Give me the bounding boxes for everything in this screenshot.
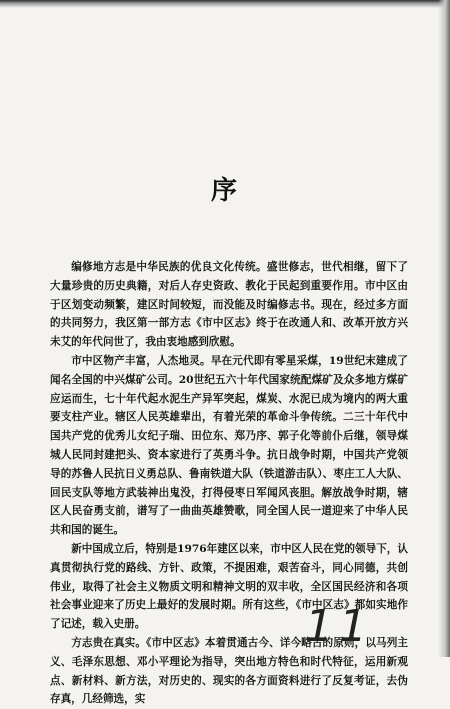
scan-shadow-right: [438, 0, 450, 657]
page-title: 序: [210, 176, 239, 206]
paragraph-3: 新中国成立后，特别是1976年建区以来，市中区人民在党的领导下，认真贯彻执行党的路线、方针、政策，不提困难，艰苦奋斗，同心同德，共创伟业，取得了社会主义物质文明和精神文明的双丰收，全区国民经济和各项社会事业迎来了历史上最好的发展时期。所有这些，《市中区志》都如实地作了记述，载入史册。: [50, 542, 408, 631]
scan-shadow-top: [0, 0, 450, 8]
handwritten-page-number: 11: [305, 601, 373, 652]
paragraph-4: 方志贵在真实。《市中区志》本着贯通古今、详今略古的原则，以马列主义、毛泽东思想、邓小平理论为指导，突出地方特色和时代特征，运用新观点、新材料、新方法，对历史的、现实的各方面资料进行了反复考证，去伪存真，几经筛选，实: [50, 636, 408, 706]
paragraph-1: 编修地方志是中华民族的优良文化传统。盛世修志，世代相继，留下了大量珍贵的历史典籍，对后人存史资政、教化于民起到重要作用。市中区由于区划变动频繁，建区时间较短，而没能及时编修志书。现在，经过多方面的共同努力，我区第一部方志《市中区志》终于在改通人和、改革开放方兴未艾的年代问世了，我由衷地感到欣慰。: [50, 261, 408, 349]
paragraph-2: 市中区物产丰富，人杰地灵。早在元代即有零星采煤，19世纪末建成了闻名全国的中兴煤矿公司。20世纪五六十年代国家统配煤矿及众多地方煤矿应运而生，七十年代起水泥生产异军突起，煤炭、水泥已成为境内的两大重要支柱产业。辖区人民英雄辈出，有着光荣的革命斗争传统。二三十年代中国共产党的优秀儿女纪子瑞、田位东、郑乃序、郭子化等前仆后继，领导煤城人民同封建把头、资本家进行了英勇斗争。抗日战争时期，中国共产党领导的苏鲁人民抗日义勇总队、鲁南铁道大队（铁道游击队）、枣庄工人大队、回民支队等地方武装神出鬼没，打得侵枣日军闻风丧胆。解放战争时期，辖区人民奋勇支前，谱写了一曲曲英雄赞歌，同全国人民一道迎来了中华人民共和国的诞生。: [50, 354, 408, 537]
